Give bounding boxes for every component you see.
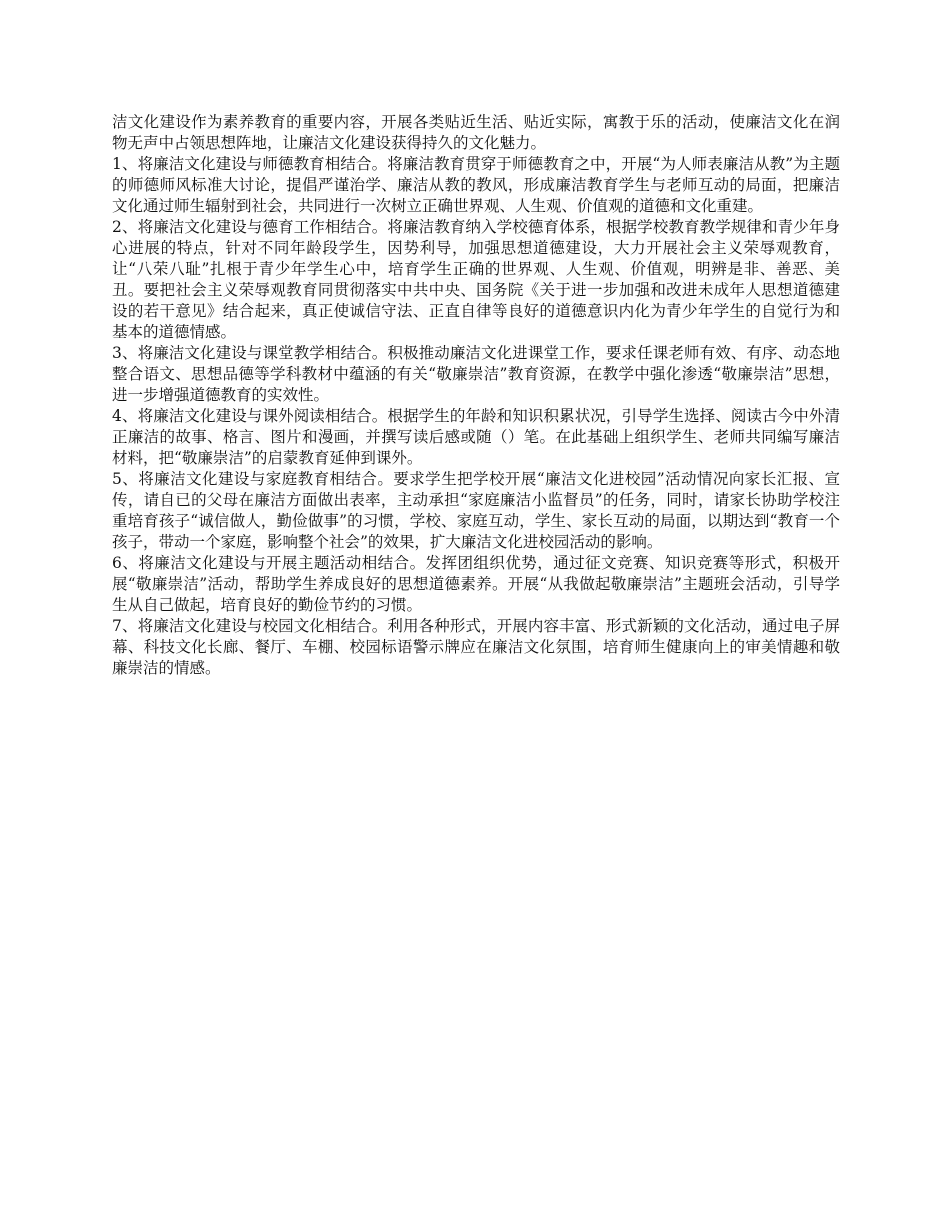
paragraph-classroom-teaching: 3、将廉洁文化建设与课堂教学相结合。积极推动廉洁文化进课堂工作，要求任课老师有效、有序、动态地整合语文、思想品德等学科教材中蕴涵的有关“敬廉崇洁”教育资源，在教学中强化渗透“敬廉崇洁”思想，进一步增强道德教育的实效性。	[112, 344, 840, 404]
paragraph-moral-education: 2、将廉洁文化建设与德育工作相结合。将廉洁教育纳入学校德育体系，根据学校教育教学规律和青少年身心进展的特点，针对不同年龄段学生，因势利导，加强思想道德建设，大力开展社会主义荣辱观教育，让“八荣八耻”扎根于青少年学生心中，培育学生正确的世界观、人生观、价值观，明辨是非、善恶、美丑。要把社会主义荣辱观教育同贯彻落实中共中央、国务院《关于进一步加强和改进未成年人思想道德建设的若干意见》结合起来，真正使诚信守法、正直自律等良好的道德意识内化为青少年学生的自觉行为和基本的道德情感。	[112, 218, 840, 341]
document-body	[112, 112, 840, 679]
paragraph-extracurricular-reading: 4、将廉洁文化建设与课外阅读相结合。根据学生的年龄和知识积累状况，引导学生选择、阅读古今中外清正廉洁的故事、格言、图片和漫画，并撰写读后感或随（）笔。在此基础上组织学生、老师共同编写廉洁材料，把“敬廉崇洁”的启蒙教育延伸到课外。	[112, 407, 840, 467]
paragraph-theme-activities: 6、将廉洁文化建设与开展主题活动相结合。发挥团组织优势，通过征文竞赛、知识竞赛等形式，积极开展“敬廉崇洁”活动，帮助学生养成良好的思想道德素养。开展“从我做起敬廉崇洁”主题班会活动，引导学生从自己做起，培育良好的勤俭节约的习惯。	[112, 554, 840, 614]
paragraph-family-education: 5、将廉洁文化建设与家庭教育相结合。要求学生把学校开展“廉洁文化进校园”活动情况向家长汇报、宣传，请自已的父母在廉洁方面做出表率，主动承担“家庭廉洁小监督员”的任务，同时，请家长协助学校注重培育孩子“诚信做人，勤俭做事”的习惯，学校、家庭互动，学生、家长互动的局面，以期达到“教育一个孩子，带动一个家庭，影响整个社会”的效果，扩大廉洁文化进校园活动的影响。	[112, 470, 840, 551]
paragraph-campus-culture: 7、将廉洁文化建设与校园文化相结合。利用各种形式，开展内容丰富、形式新颖的文化活动，通过电子屏幕、科技文化长廊、餐厅、车棚、校园标语警示牌应在廉洁文化氛围，培育师生健康向上的审美情趣和敬廉崇洁的情感。	[112, 617, 840, 677]
paragraph-teacher-ethics: 1、将廉洁文化建设与师德教育相结合。将廉洁教育贯穿于师德教育之中，开展“为人师表廉洁从教”为主题的师德师风标准大讨论，提倡严谨治学、廉洁从教的教风，形成廉洁教育学生与老师互动的局面，把廉洁文化通过师生辐射到社会，共同进行一次树立正确世界观、人生观、价值观的道德和文化重建。	[112, 155, 840, 215]
intro-paragraph: 洁文化建设作为素养教育的重要内容，开展各类贴近生活、贴近实际，寓教于乐的活动，使廉洁文化在润物无声中占领思想阵地，让廉洁文化建设获得持久的文化魅力。	[112, 113, 840, 152]
